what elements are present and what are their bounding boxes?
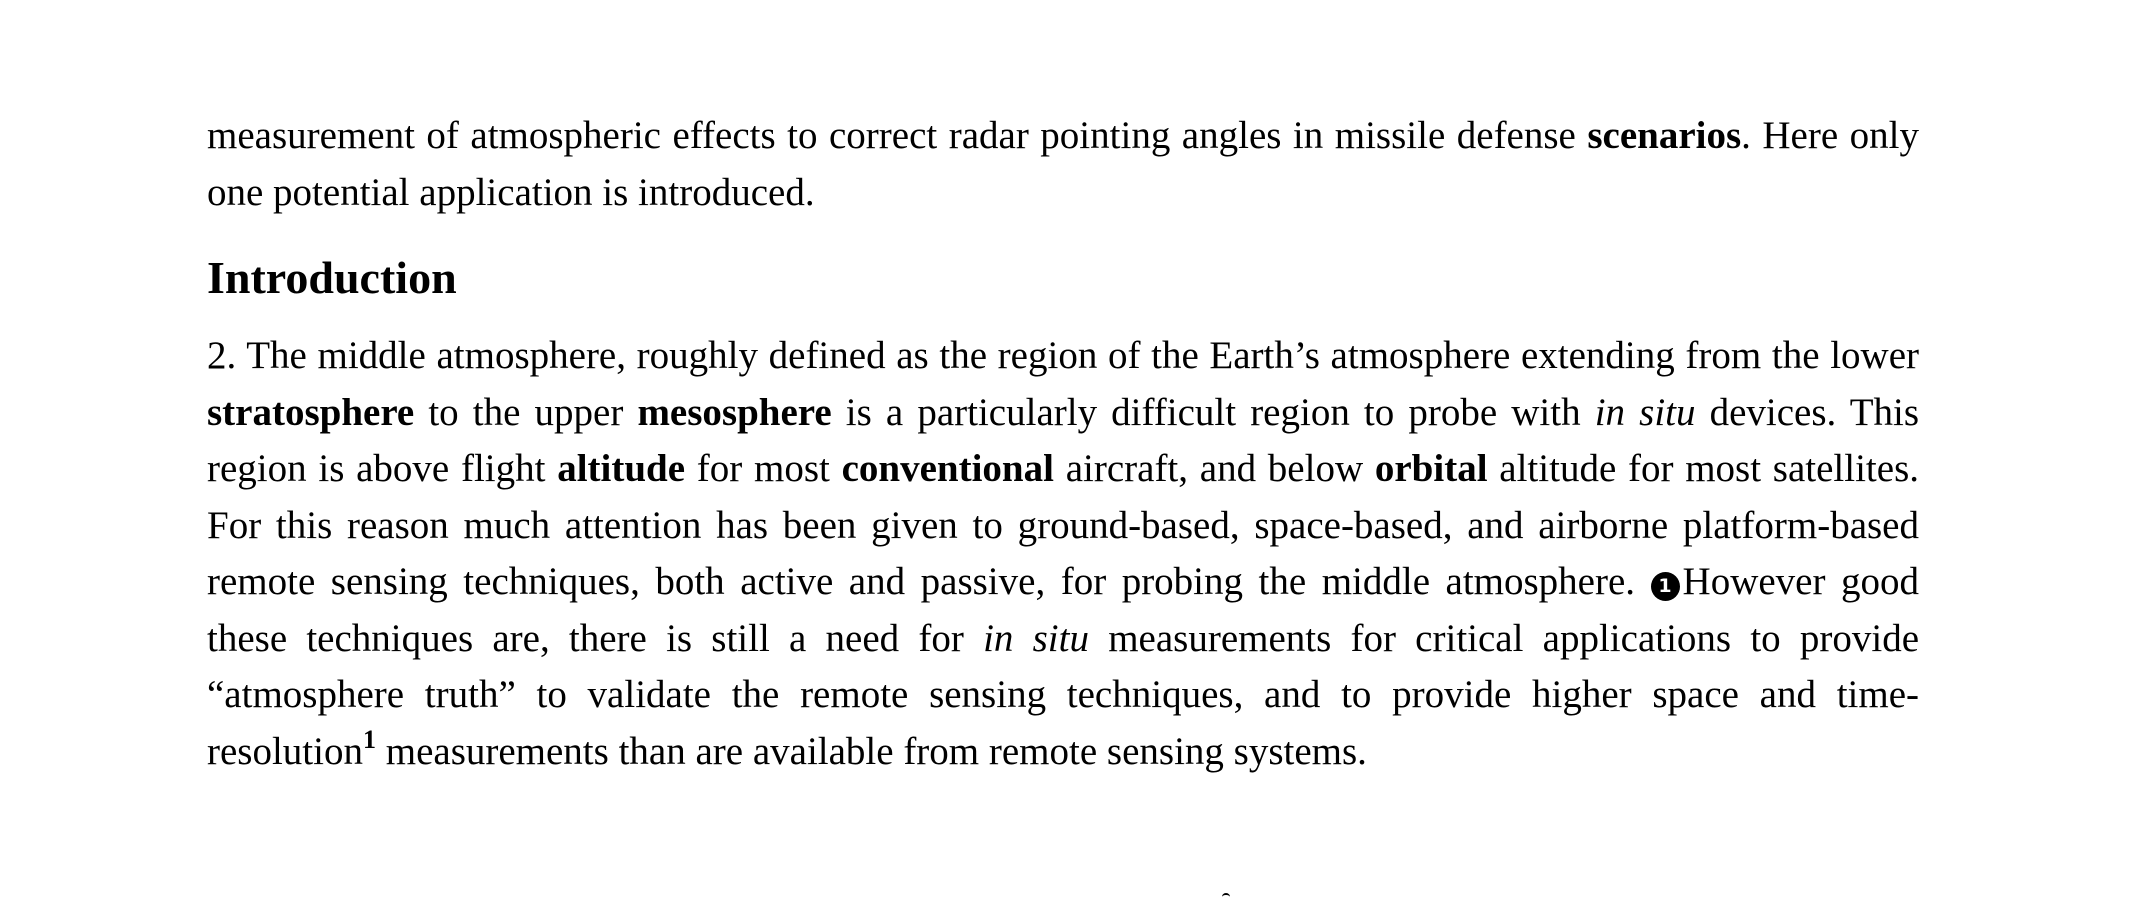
text-segment: devices. This region is above flight [207,390,1920,490]
text-segment: measurement of atmospheric effects to correct radar pointing angles in missile defense [207,114,1588,157]
text-segment: aircraft, and below [1053,447,1375,490]
text-segment: 2. The middle atmosphere, roughly defined as the region of the Earth’s atmosphere extending from the lower [207,334,1919,377]
bold-term-orbital: orbital [1374,447,1488,490]
text-segment: However good these techniques are, there is still a need for [207,560,1919,660]
bold-term-mesosphere: mesosphere [637,390,832,434]
text-segment: measurements for critical applications to provide “atmosphere truth” to validate the remote sensing techniques, and to provide higher space and time-resolution [207,616,1920,773]
footnote-reference: 1 [362,724,376,754]
italic-term-in-situ: in situ [983,616,1089,660]
cropped-page-number-glyph [1222,893,1230,899]
document-page [207,108,1919,780]
circled-number-marker: 1 [1651,572,1680,601]
paragraph-introduction [207,328,1919,780]
text-segment: altitude for most satellites. For this reason much attention has been given to ground-based, space-based, and airborne platform-based remote sensing techniques, both active and passive, for probing the middle atmosphere. [207,447,1920,603]
bold-term-conventional: conventional [841,447,1054,490]
text-segment: measurements than are available from remote sensing systems. [375,729,1367,773]
italic-term-in-situ: in situ [1594,390,1696,434]
text-segment: to the upper [414,390,638,434]
text-segment: is a particularly difficult region to probe with [831,390,1595,434]
text-segment: . Here only one potential application is introduced. [207,114,1919,214]
paragraph-continuation [207,108,1919,221]
bold-term-stratosphere: stratosphere [207,390,415,434]
bold-term-scenarios: scenarios [1587,114,1742,157]
text-segment: for most [685,447,842,490]
bold-term-altitude: altitude [557,447,686,490]
section-heading: Introduction [207,252,457,303]
